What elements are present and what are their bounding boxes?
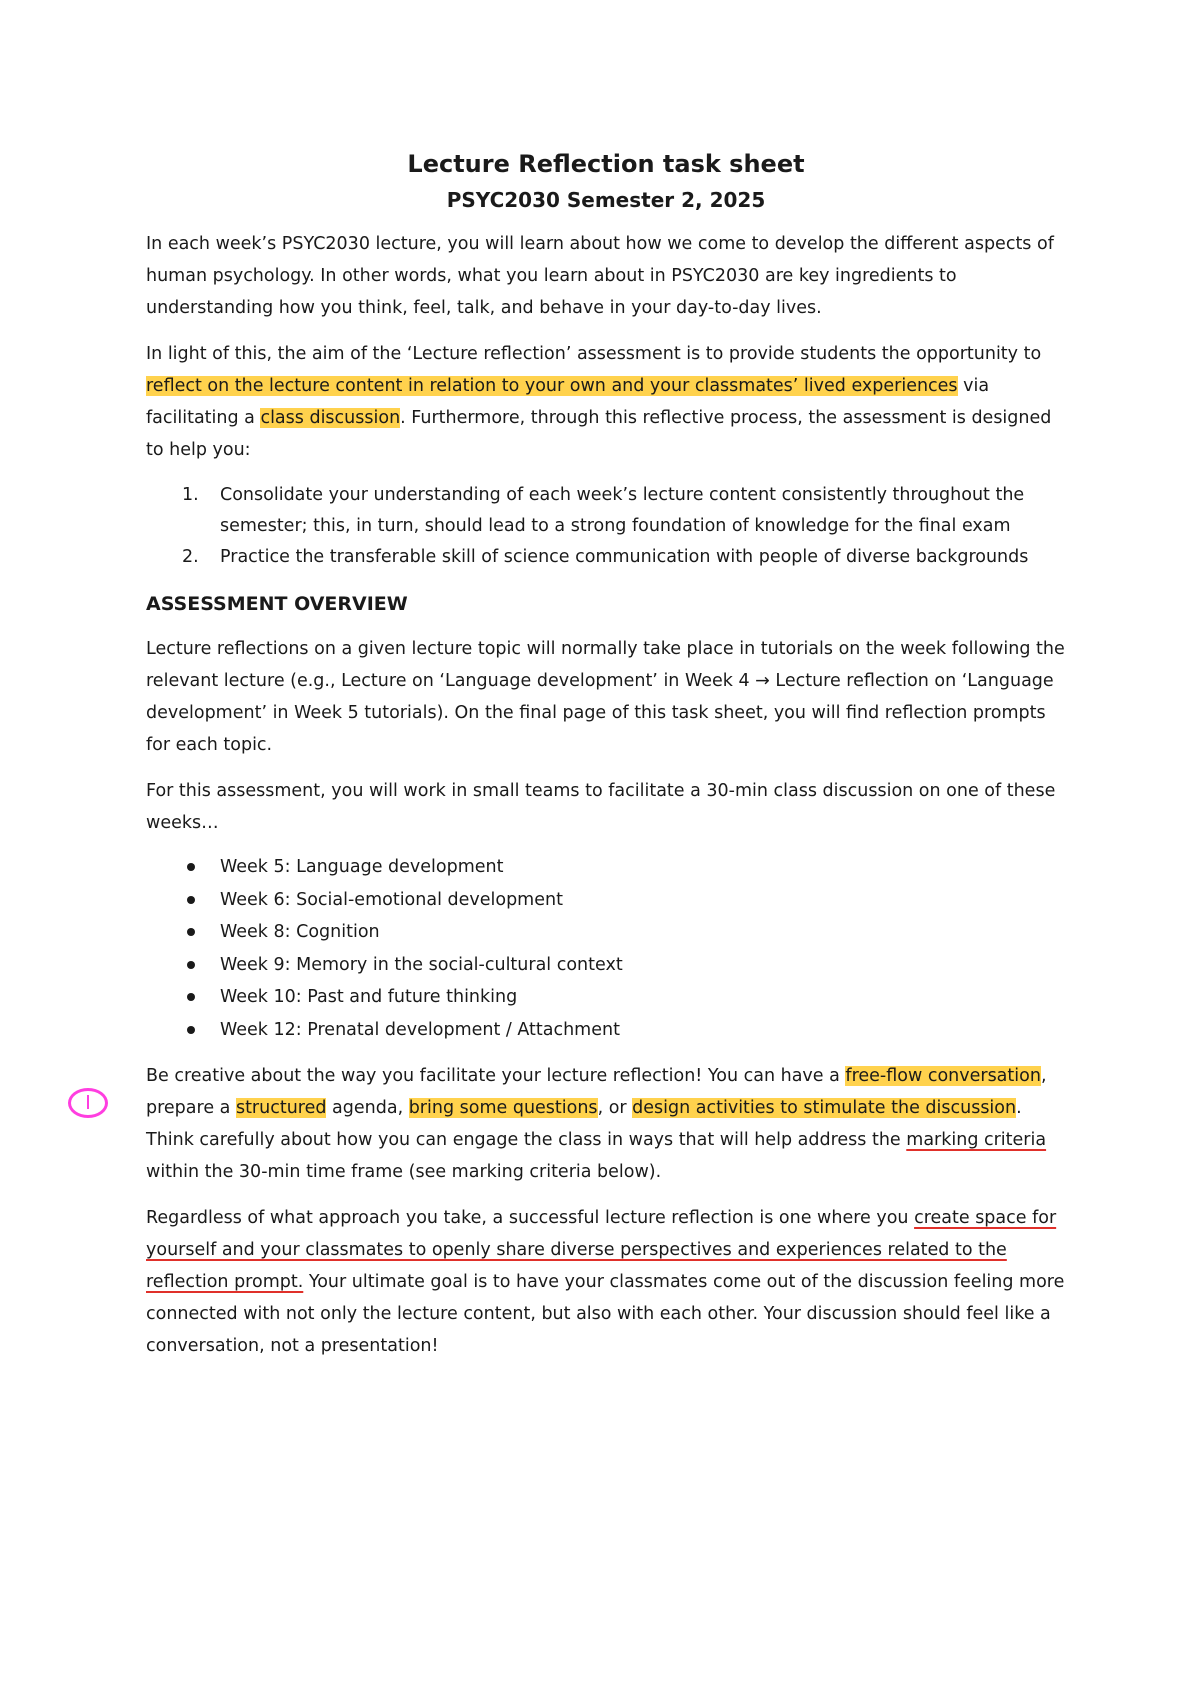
goal-text: Practice the transferable skill of science communication with people of diverse backgrounds — [220, 547, 1029, 567]
overview-paragraph-4 — [146, 1202, 1066, 1362]
week-label: Week 10: — [220, 987, 302, 1007]
document-subtitle: PSYC2030 Semester 2, 2025 — [446, 188, 766, 212]
week-topic: Memory in the social-cultural context — [290, 954, 623, 975]
week-topic: Social-emotional development — [290, 889, 563, 910]
goal-number: 2. — [182, 547, 199, 567]
highlight-design-activities: design activities to stimulate the discussion — [632, 1098, 1017, 1118]
week-item — [146, 949, 1066, 982]
highlight-bring-questions: bring some questions — [408, 1098, 598, 1118]
bullet-icon — [187, 1026, 195, 1034]
pink-annotation-circle — [68, 1088, 108, 1118]
document-title: Lecture Reflection task sheet — [407, 150, 805, 178]
week-item — [146, 851, 1066, 884]
bullet-icon — [187, 961, 195, 969]
week-topic: Language development — [290, 857, 504, 877]
week-item — [146, 981, 1066, 1014]
week-item — [146, 884, 1066, 917]
p3-text-e: . Think carefully about how you can engage the class in ways that will help address the — [146, 1098, 1022, 1150]
p3-text-d: , or — [597, 1098, 633, 1118]
intro-p2-text-a: In light of this, the aim of the ‘Lecture reflection’ assessment is to provide students the opportunity to — [146, 344, 1042, 364]
p3-text-a: Be creative about the way you facilitate your lecture reflection! You can have a — [146, 1066, 846, 1086]
intro-paragraph-2 — [146, 338, 1066, 466]
p4-text-b: Your ultimate goal is to have your classmates come out of the discussion feeling more connected with not only the lecture content, but also with each other. Your discussion should feel like a conversation, not a presentation! — [146, 1272, 1065, 1356]
goal-number: 1. — [182, 485, 199, 505]
weeks-list — [146, 851, 1066, 1046]
intro-paragraph-1: In each week’s PSYC2030 lecture, you will learn about how we come to develop the different aspects of human psychology. In other words, what you learn about in PSYC2030 are key ingredients to understanding how you think, feel, talk, and behave in your day-to-day lives. — [146, 234, 1054, 318]
goal-text: Consolidate your understanding of each week’s lecture content consistently throughout the semester; this, in turn, should lead to a strong foundation of knowledge for the final exam — [220, 485, 1025, 536]
goal-item — [146, 480, 1066, 542]
bullet-icon — [187, 928, 195, 936]
week-label: Week 8: — [220, 922, 291, 942]
document-body — [146, 148, 1066, 1362]
overview-paragraph-1: Lecture reflections on a given lecture topic will normally take place in tutorials on the week following the relevant lecture (e.g., Lecture on ‘Language development’ in Week 4 → Lecture reflection on ‘Language development’ in Week 5 tutorials). On the final page of this task sheet, you will find reflection prompts for each topic. — [146, 639, 1065, 755]
week-topic: Prenatal development / Attachment — [301, 1019, 620, 1040]
pink-annotation-mark — [87, 1095, 89, 1109]
underline-create-space: create space for yourself and your classmates to openly share diverse perspectives and experiences related to the reflection prompt. — [146, 1208, 1057, 1292]
week-label: Week 5: — [220, 857, 291, 877]
highlight-free-flow-conversation: free-flow conversation — [845, 1066, 1041, 1086]
week-label: Week 9: — [220, 954, 291, 975]
underline-marking-criteria: marking criteria — [906, 1130, 1047, 1150]
intro-p2-text-c: . Furthermore, through this reflective process, the assessment is designed to help you: — [146, 408, 1052, 460]
week-item — [146, 1014, 1066, 1047]
week-item — [146, 916, 1066, 949]
week-topic: Cognition — [290, 922, 380, 942]
week-label: Week 6: — [220, 889, 291, 910]
bullet-icon — [187, 896, 195, 904]
goal-item — [146, 542, 1066, 573]
highlight-class-discussion: class discussion — [260, 408, 401, 428]
p3-text-b: , prepare a — [146, 1066, 1047, 1118]
assessment-overview-heading: ASSESSMENT OVERVIEW — [146, 593, 408, 615]
week-label: Week 12: — [220, 1019, 302, 1040]
overview-paragraph-3 — [146, 1060, 1066, 1188]
p4-text-a: Regardless of what approach you take, a successful lecture reflection is one where you — [146, 1208, 915, 1228]
intro-p2-text-b: via facilitating a — [146, 376, 990, 428]
highlight-structured: structured — [235, 1098, 327, 1118]
goals-list — [146, 480, 1066, 573]
p3-text-c: agenda, — [326, 1098, 409, 1118]
highlight-reflect-lived-experiences: reflect on the lecture content in relation to your own and your classmates’ lived experiences — [146, 376, 958, 396]
bullet-icon — [187, 863, 195, 871]
p3-text-f: within the 30-min time frame (see marking criteria below). — [146, 1162, 662, 1182]
overview-paragraph-2: For this assessment, you will work in small teams to facilitate a 30-min class discussion on one of these weeks… — [146, 781, 1056, 833]
bullet-icon — [187, 993, 195, 1001]
week-topic: Past and future thinking — [301, 987, 518, 1007]
